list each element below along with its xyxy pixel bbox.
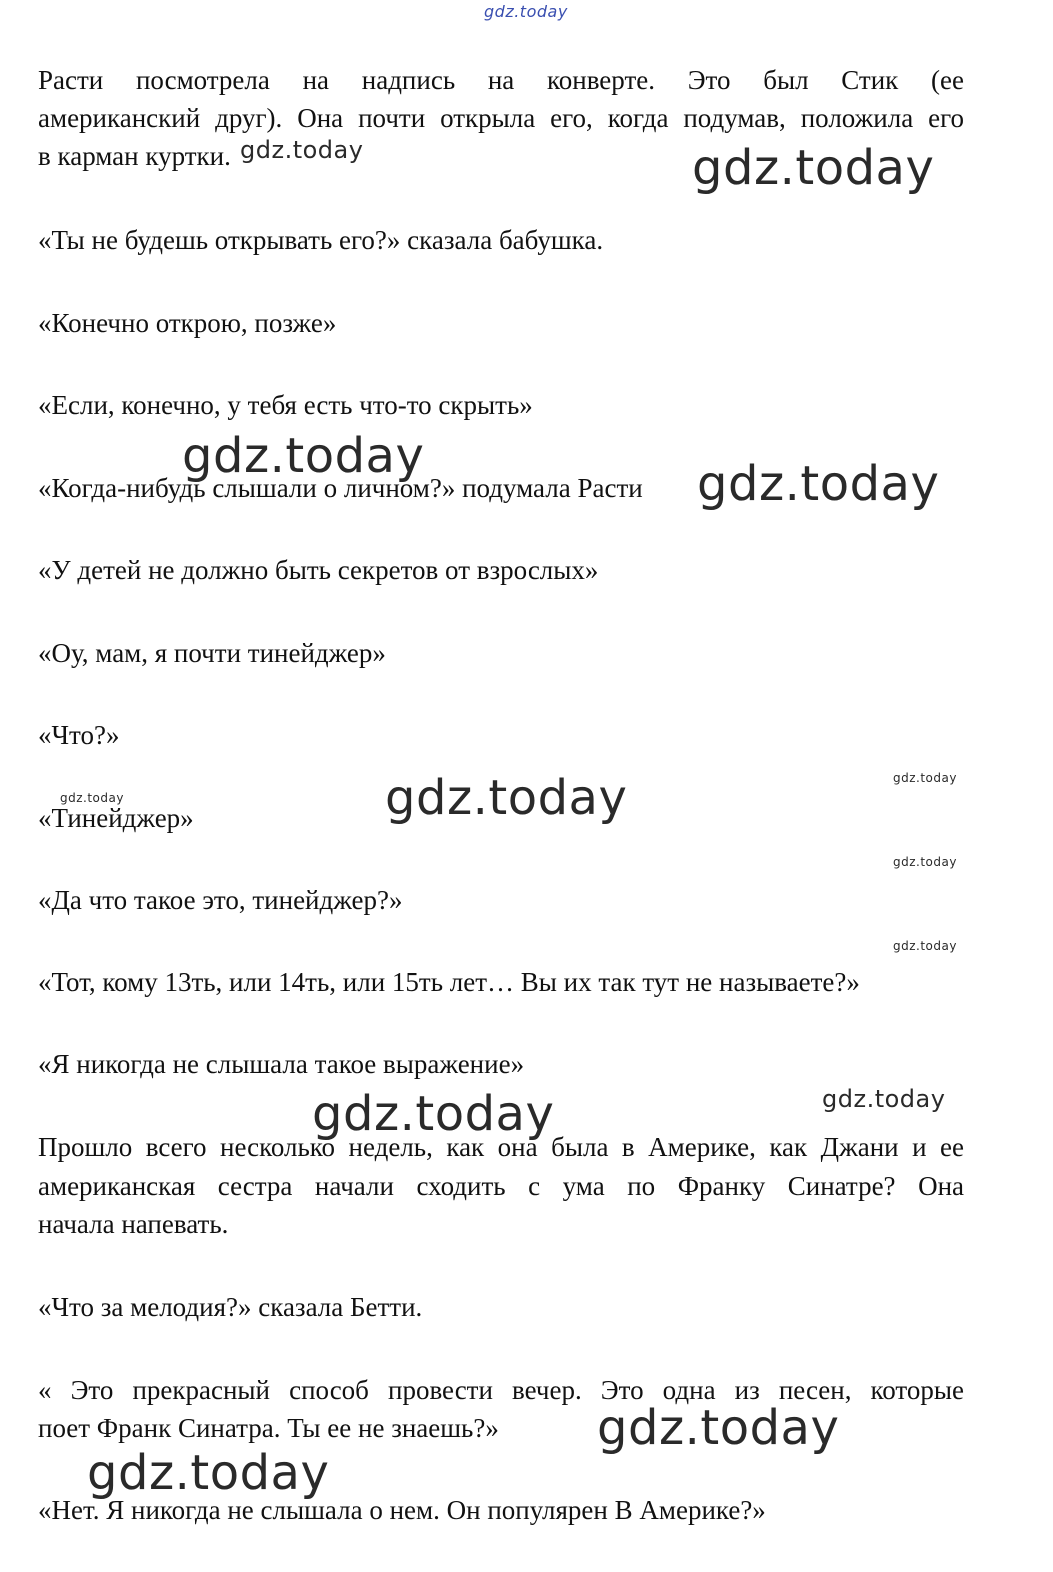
watermark-top: gdz.today (484, 2, 568, 21)
dialogue-line: «Если, конечно, у тебя есть что-то скрыть» (38, 390, 533, 420)
watermark: gdz.today (597, 1400, 840, 1456)
dialogue-line: «Конечно открою, позже» (38, 308, 337, 338)
dialogue-line: «Оу, мам, я почти тинейджер» (38, 638, 386, 668)
watermark: gdz.today (312, 1086, 555, 1142)
dialogue-line: «Тот, кому 13ть, или 14ть, или 15ть лет… Вы их так тут не называете?» (38, 967, 860, 997)
watermark: gdz.today (385, 770, 628, 826)
watermark: gdz.today (893, 939, 957, 953)
watermark: gdz.today (692, 140, 935, 196)
dialogue-line: «Когда-нибудь слышали о личном?» подумала Расти (38, 473, 643, 503)
paragraph-line: Прошло всего несколько недель, как она была в Америке, как Джани и ее (38, 1132, 964, 1162)
dialogue-line: «Да что такое это, тинейджер?» (38, 885, 403, 915)
dialogue-line: «Ты не будешь открывать его?» сказала бабушка. (38, 225, 604, 255)
paragraph-line: « Это прекрасный способ провести вечер. Это одна из песен, которые (38, 1375, 964, 1405)
dialogue-line: «Я никогда не слышала такое выражение» (38, 1049, 525, 1079)
paragraph-line: начала напевать. (38, 1209, 229, 1239)
watermark: gdz.today (893, 771, 957, 785)
watermark: gdz.today (87, 1445, 330, 1501)
dialogue-line: «Что?» (38, 720, 120, 750)
paragraph-line: поет Франк Синатра. Ты ее не знаешь?» (38, 1413, 499, 1443)
watermark: gdz.today (822, 1085, 946, 1113)
dialogue-line: «Тинейджер» (38, 803, 194, 833)
watermark: gdz.today (893, 855, 957, 869)
watermark: gdz.today (240, 136, 364, 164)
paragraph-line: американский друг). Она почти открыла его, когда подумав, положила его (38, 103, 964, 133)
dialogue-line: «У детей не должно быть секретов от взрослых» (38, 555, 599, 585)
paragraph-line: Расти посмотрела на надпись на конверте. Это был Стик (ее (38, 65, 964, 95)
paragraph-line: американская сестра начали сходить с ума по Франку Синатре? Она (38, 1171, 964, 1201)
dialogue-line: «Нет. Я никогда не слышала о нем. Он популярен В Америке?» (38, 1495, 766, 1525)
paragraph-line: в карман куртки. (38, 141, 231, 171)
watermark: gdz.today (697, 456, 940, 512)
dialogue-line: «Что за мелодия?» сказала Бетти. (38, 1292, 423, 1322)
watermark: gdz.today (60, 791, 124, 805)
watermark: gdz.today (182, 428, 425, 484)
